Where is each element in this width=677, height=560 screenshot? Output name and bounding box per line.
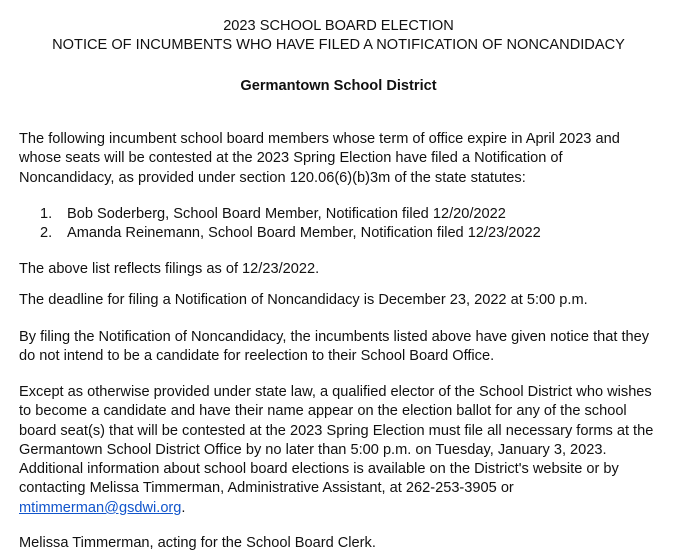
list-item (40, 224, 541, 243)
email-suffix: . (181, 499, 186, 516)
document-title: 2023 SCHOOL BOARD ELECTION (223, 18, 454, 34)
list-item (40, 205, 541, 224)
deadline-paragraph: The deadline for filing a Notification of Noncandidacy is December 23, 2022 at 5:00 p.m. (19, 292, 588, 308)
incumbent-list (40, 205, 541, 243)
document-subtitle: NOTICE OF INCUMBENTS WHO HAVE FILED A NOTIFICATION OF NONCANDIDACY (52, 37, 625, 53)
district-name: Germantown School District (240, 78, 437, 94)
list-item-number: 1. (40, 206, 53, 222)
candidacy-info-paragraph (19, 383, 659, 518)
list-item-text: Bob Soderberg, School Board Member, Notification filed 12/20/2022 (67, 206, 506, 222)
intro-paragraph: The following incumbent school board members whose term of office expire in April 2023 and whose seats will be contested at the 2023 Spring Election have filed a Notification of Noncandidacy, as provided under section 120.06(6)(b)3m of the state statutes: (19, 131, 620, 186)
filings-as-of-paragraph: The above list reflects filings as of 12/23/2022. (19, 261, 320, 277)
list-item-number: 2. (40, 225, 53, 241)
notice-paragraph: By filing the Notification of Noncandidacy, the incumbents listed above have given notice that they do not intend to be a candidate for reelection to their School Board Office. (19, 329, 650, 365)
email-link[interactable]: mtimmerman@gsdwi.org (19, 499, 182, 516)
list-item-text: Amanda Reinemann, School Board Member, Notification filed 12/23/2022 (67, 225, 541, 241)
signature: Melissa Timmerman, acting for the School Board Clerk. (19, 535, 376, 551)
candidacy-info-text: Except as otherwise provided under state law, a qualified elector of the School District who wishes to become a candidate and have their name appear on the election ballot for any of the school board seat(s) that will be contested at the 2023 Spring Election must file all necessary forms at the Germantown School District Office by no later than 5:00 p.m. on Tuesday, January 3, 2023. Additional information about school board elections is available on the District's website or by contacting Melissa Timmerman, Administrative Assistant, at 262-253-3905 or (19, 384, 654, 497)
